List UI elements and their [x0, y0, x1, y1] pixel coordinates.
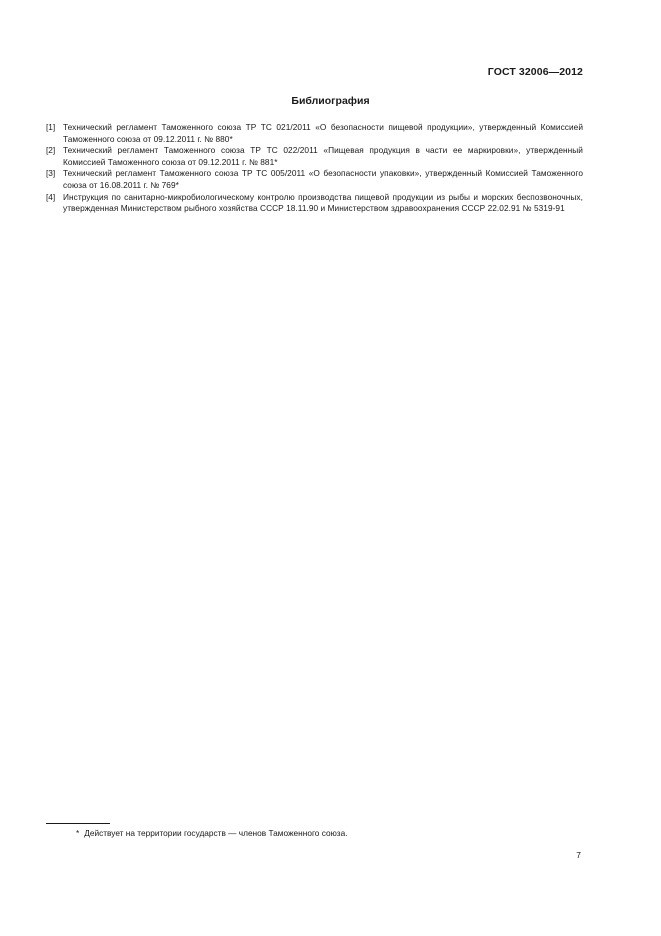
bibliography-item-number: [1]	[46, 122, 56, 132]
footnote-mark: *	[76, 828, 80, 838]
section-title: Библиография	[291, 95, 370, 107]
document-code: ГОСТ 32006—2012	[487, 66, 583, 78]
bibliography-list	[46, 122, 583, 215]
footnote	[76, 828, 348, 838]
bibliography-item-text: Технический регламент Таможенного союза ТР ТС 022/2011 «Пищевая продукция в части ее маркировки», утвержденный Комиссией Таможенного союза от 09.12.2011 г. № 881*	[63, 145, 583, 167]
bibliography-item	[46, 145, 583, 168]
bibliography-item	[46, 122, 583, 145]
bibliography-item-number: [4]	[46, 191, 56, 202]
bibliography-item-text: Технический регламент Таможенного союза ТР ТС 005/2011 «О безопасности упаковки», утвержденный Комиссией Таможенного союза от 16.08.2011 г. № 769*	[63, 168, 583, 190]
bibliography-item-number: [3]	[46, 168, 56, 179]
bibliography-item-number: [2]	[46, 145, 56, 156]
bibliography-item	[46, 192, 583, 215]
page-number: 7	[576, 850, 581, 860]
bibliography-item-text: Технический регламент Таможенного союза ТР ТС 021/2011 «О безопасности пищевой продукции», утвержденный Комиссией Таможенного союза от 09.12.2011 г. № 880*	[63, 122, 583, 144]
footnote-text: Действует на территории государств — членов Таможенного союза.	[84, 828, 348, 838]
bibliography-item-text: Инструкция по санитарно-микробиологическому контролю производства пищевой продукции из рыбы и морских беспозвоночных, утвержденная Министерством рыбного хозяйства СССР 18.11.90 и Министерством здравоохранения СССР 22.02.91 № 5319-91	[63, 191, 583, 214]
bibliography-item	[46, 168, 583, 191]
footnote-divider	[46, 823, 110, 824]
